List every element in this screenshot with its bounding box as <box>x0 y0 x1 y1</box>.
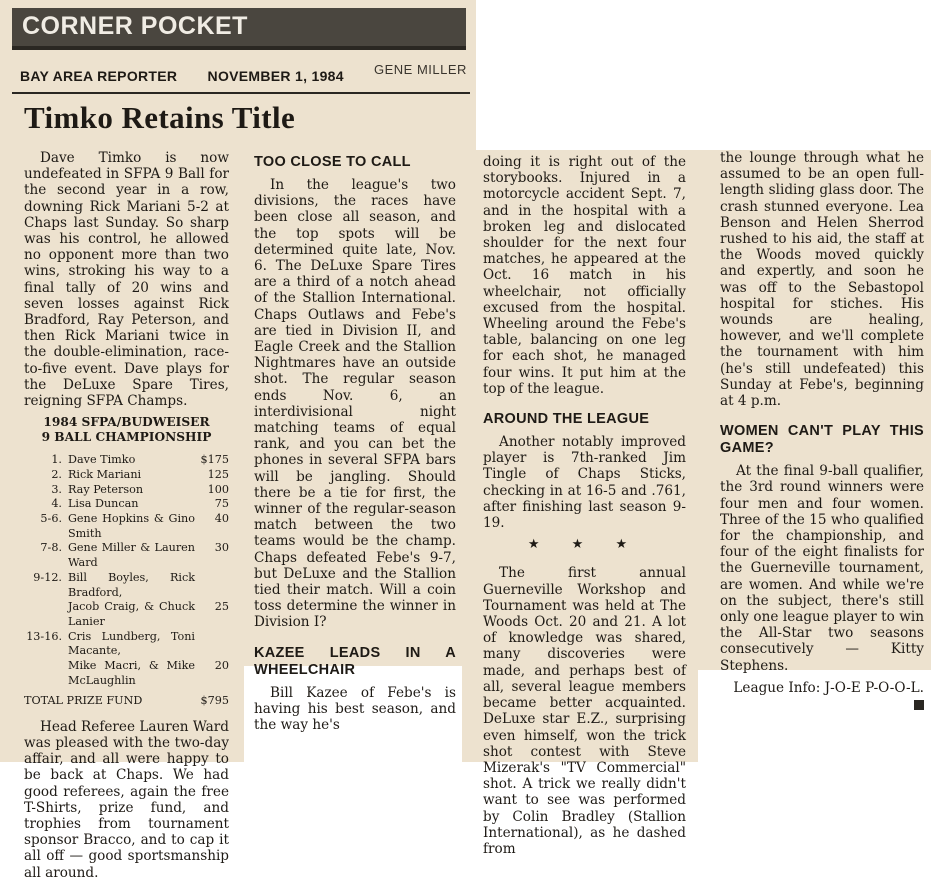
column-2-paragraph-2: Bill Kazee of Febe's is having his best season, and the way he's <box>254 684 456 734</box>
prize-amount: 30 <box>214 541 229 555</box>
total-amount: $795 <box>200 693 229 707</box>
section-divider-stars: ★ ★ ★ <box>527 537 642 553</box>
prize-amount: 25 <box>214 600 229 614</box>
column-2 <box>254 148 456 739</box>
prize-amount: 40 <box>214 512 229 526</box>
league-info-line <box>720 680 924 696</box>
prize-name: Gene Hopkins & Gino Smith <box>68 512 195 540</box>
column-3-paragraph-1: doing it is right out of the storybooks. Injured in a motorcycle accident Sept. 7, and in the hospital with a broken leg and dislocated shoulder for the next four matches, he appeared at the Oct. 16 match in his wheelchair, not officially excused from the hospital. Wheeling around the Febe's table, balancing on one leg for each shot, he managed four wins. It put him at the top of the league. <box>483 154 686 397</box>
women-heading: WOMEN CAN'T PLAY THIS GAME? <box>720 423 924 457</box>
around-the-league-heading: AROUND THE LEAGUE <box>483 411 650 428</box>
publication-date: NOVEMBER 1, 1984 <box>207 68 344 84</box>
headline: Timko Retains Title <box>24 100 296 135</box>
prize-row <box>24 630 229 659</box>
total-prize-fund-row <box>24 693 229 709</box>
prize-place: 13-16. <box>26 629 62 643</box>
total-label: TOTAL PRIZE FUND <box>24 693 143 707</box>
prize-table-title <box>24 415 229 445</box>
prize-place <box>24 659 68 688</box>
prize-name: Gene Miller & Lauren Ward <box>68 541 195 570</box>
prize-row <box>24 468 229 483</box>
prize-name: Mike Macri, & Mike McLaughlin <box>68 659 195 687</box>
dateline <box>20 68 344 84</box>
corner-pocket-banner <box>12 8 466 50</box>
column-4 <box>720 150 924 712</box>
kazee-heading: KAZEE LEADS IN A WHEELCHAIR <box>254 644 456 678</box>
prize-table <box>24 453 229 688</box>
header-rule <box>12 92 470 94</box>
prize-amount: 20 <box>214 659 229 673</box>
end-mark-row <box>720 696 924 712</box>
end-of-article-square-icon <box>914 700 924 710</box>
banner-title: CORNER POCKET <box>22 12 248 40</box>
prize-row <box>24 541 229 570</box>
prize-amount <box>195 630 229 659</box>
prize-amount: 100 <box>207 482 229 496</box>
column-3-paragraph-3: The first annual Guerneville Workshop and Tournament was held at The Woods Oct. 20 and 21. A lot of knowledge was shared, many discoveries were made, and perhaps best of all, several league members became better acquainted. DeLuxe star E.Z., surprising even himself, won the trick shot contest with Steve Mizerak's "TV Commercial" shot. A trick we really didn't want to see was performed by Colin Bradley (Stallion International), as he dashed from <box>483 565 686 857</box>
column-4-paragraph-2: At the final 9-ball qualifier, the 3rd round winners were four men and four women. Three of the 15 who qualified for the championship, and four of the eight finalists for the Guerneville tournament, are women. And while we're on the subject, there's still only one league player to win the All-Star two seasons consecutively — Kitty Stephens. <box>720 463 924 674</box>
prize-place: 5-6. <box>40 512 62 526</box>
prize-place: 7-8. <box>40 541 62 555</box>
prize-name: Bill Boyles, Rick Bradford, <box>68 570 195 599</box>
prize-amount: 75 <box>214 497 229 511</box>
column-4-paragraph-1: the lounge through what he assumed to be an open full-length sliding glass door. The crash stunned everyone. Lea Benson and Helen Sherrod rushed to his aid, the staff at the Woods moved quickly and expertly, and soon he was off to the Sebastopol hospital for stiches. His wounds are healing, however, and we'll complete the tournament with him (he's still undefeated) this Sunday at Febe's, beginning at 4 p.m. <box>720 150 924 410</box>
prize-name: Rick Mariani <box>68 467 142 481</box>
prize-row <box>24 497 229 512</box>
byline: GENE MILLER <box>374 62 467 77</box>
prize-place: 1. <box>51 453 62 467</box>
league-info: League Info: J-O-E P-O-O-L. <box>733 679 924 696</box>
prize-name: Ray Peterson <box>68 482 144 496</box>
prize-name: Dave Timko <box>68 453 136 467</box>
prize-place <box>24 600 68 629</box>
prize-place: 9-12. <box>33 570 62 584</box>
column-3 <box>483 154 686 863</box>
column-1-paragraph-2: Head Referee Lauren Ward was pleased with the two-day affair, and all were happy to be back at Chaps. We had good referees, again the free T-Shirts, prize fund, and trophies from tournament sponsor Bracco, and to cap it all off — good sportsmanship all around. <box>24 718 229 881</box>
column-3-paragraph-2: Another notably improved player is 7th-ranked Jim Tingle of Chaps Sticks, checking in at 16-5 and .761, after finishing last season 9-19. <box>483 434 686 532</box>
prize-amount: 125 <box>207 467 229 481</box>
prize-amount <box>195 571 229 600</box>
prize-row <box>24 600 229 629</box>
prize-row <box>24 571 229 600</box>
publication-name: BAY AREA REPORTER <box>20 68 178 84</box>
prize-title-line-1: 1984 SFPA/BUDWEISER <box>43 415 210 430</box>
prize-place: 3. <box>51 482 62 496</box>
prize-row <box>24 512 229 541</box>
prize-row <box>24 659 229 688</box>
too-close-to-call-heading: TOO CLOSE TO CALL <box>254 154 411 170</box>
column-1 <box>24 150 229 887</box>
prize-place: 4. <box>51 497 62 511</box>
prize-name: Lisa Duncan <box>68 497 139 511</box>
prize-name: Jacob Craig, & Chuck Lanier <box>68 600 195 628</box>
column-1-paragraph-1: Dave Timko is now undefeated in SFPA 9 Ball for the second year in a row, downing Rick Mariani 5-2 at Chaps last Sunday. So sharp was his control, he allowed no opponent more than two wins, stroking his way to a final tally of 20 wins and seven losses against Rick Bradford, Ray Peterson, and then Rick Mariani twice in the double-elimination, race-to-five event. Dave plays for the DeLuxe Spare Tires, reigning SFPA Champs. <box>24 150 229 410</box>
prize-row <box>24 453 229 468</box>
prize-row <box>24 483 229 498</box>
column-2-paragraph-1: In the league's two divisions, the races have been close all season, and the top spots will be determined quite late, Nov. 6. The DeLuxe Spare Tires are a third of a notch ahead of the Stallion International. Chaps Outlaws and Febe's are tied in Division II, and Eagle Creek and the Stallion Nightmares have an outside shot. The regular season ends Nov. 6, an interdivisional night matching teams of equal rank, and you can bet the phones in several SFPA bars will be jangling. Should there be a tie for first, the winner of the regular-season match between the two teams would be the champ. Chaps defeated Febe's 9-7, but DeLuxe and the Stallion tied their match. Will a coin toss determine the winner in Division I? <box>254 177 456 631</box>
prize-amount: $175 <box>200 453 229 467</box>
prize-name: Cris Lundberg, Toni Macante, <box>68 629 195 658</box>
prize-title-line-2: 9 BALL CHAMPIONSHIP <box>41 430 212 445</box>
prize-place: 2. <box>51 467 62 481</box>
